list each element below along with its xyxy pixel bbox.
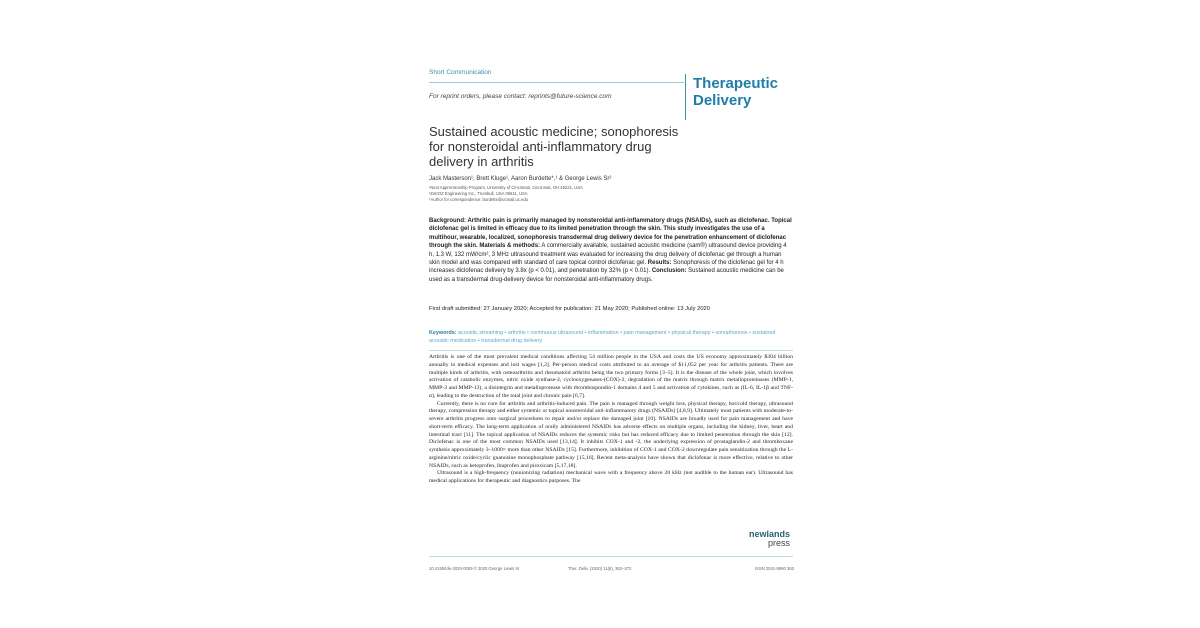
keywords-rule (429, 350, 793, 351)
abstract-results: Sonophoresis of the diclofenac gel for 4 h increases diclofenac delivery by 3.8x (p < 0.01), and penetration by 32% (p < 0.01). (429, 260, 784, 275)
body-paragraph-2: Currently, there is no cure for arthritis and arthritis-induced pain. The pain is managed through weight loss, physical therapy, hot/cold therapy, ultrasound therapy, compression therapy and either systemic or topical nonsteroidal anti-inflammatory drugs (NSAIDs) [4,8,9]. Ultimately most patients with moderate-to-severe arthritis progress onto surgical procedures to repair and/or replace the damaged joint [10]. NSAIDs are broadly used for pain management and have short-term efficacy. The long-term application of orally administered NSAIDs has adverse effects on multiple organs, including the kidney, liver, heart and intestinal tract [11]. The topical application of NSAIDs reduces the systemic risks but has reduced efficacy due to limited penetration through the skin [12]. Diclofenac is one of the most common NSAIDs used [13,14]. It inhibits COX-1 and -2, the underlying expression of prostaglandin-2 and thromboxane synthesis approximately 3–1000× more than other NSAIDs [15]. Furthermore, inhibition of COX-1 and COX-2 downregulate pain sensitization through the L-arginine/nitric oxide/cyclic guanosine monophosphate pathway [15,16]. Recent meta-analysis have shown that diclofenac is more effective, relative to other NSAIDs, such as ketoprofen, ibuprofen and piroxicam [5,17,18]. (429, 400, 794, 469)
publication-dates: First draft submitted: 27 January 2020; Accepted for publication: 21 May 2020; Published online: 13 July 2020 (429, 306, 710, 312)
affiliation-1: ¹Next Apprenticeship Program, University of Cincinnati, Cincinnati, OH 45221, USA (429, 185, 583, 190)
section-label: Short Communication (429, 69, 492, 76)
body-text (429, 354, 793, 486)
footer-rule (429, 556, 793, 557)
footer-doi: 10.4155/tde-2020-0009 © 2020 George Lewis Sr (429, 566, 520, 571)
article-title: Sustained acoustic medicine; sonophoresis for nonsteroidal anti-inflammatory drug delivery in arthritis (429, 124, 679, 169)
publisher-logo-line1: newlands (748, 529, 790, 539)
journal-name-line1: Therapeutic (693, 75, 779, 92)
abstract-methods-label: Materials & methods: (479, 243, 541, 250)
body-paragraph-1: Arthritis is one of the most prevalent medical conditions affecting 54 million people in the USA and costs the US economy approximately $304 billion annually in medical expenses and lost wages [1,2]. Per-person medical costs attributed to an average of $11,052 per year for arthritis patients. There are multiple kinds of arthritis, with osteoarthritis and rheumatoid arthritis being the two primary forms [3–5]. It is the disease of the whole joint, which involves activation of catabolic enzymes, nitric oxide synthase-2, cyclooxygenases-(COX)-2, degradation of the matrix through matrix metalloproteinases (MMP-1, MMP-3 and MMP-13), a disintegrin and metalloprotease with thrombospondin-1 domains 4 and 5 and activation of cytokines, such as (IL-6, IL-1β and TNF-α), leading to the destruction of the total joint and chronic pain [6,7]. (429, 354, 793, 399)
author-list: Jack Masterson¹, Brett Kluge¹, Aaron Burdette*,¹ & George Lewis Sr² (429, 176, 612, 182)
affiliations (429, 185, 583, 203)
body-paragraph-3: Ultrasound is a high-frequency (nonionizing radiation) mechanical wave with a frequency above 20 kHz (not audible to the human ear). Ultrasound has medical applications for therapeutic and diagnostics purposes. The (429, 470, 793, 484)
publisher-logo-line2: press (767, 537, 790, 548)
keywords-label: Keywords: (429, 330, 457, 336)
correspondence: *Author for correspondence: burdette@ucmail.uc.edu (429, 197, 528, 202)
keywords-list: acoustic streaming • arthritis • continuous ultrasound • inflammation • pain management • physical therapy • sonophoresis • sustained acoustic medication • transdermal drug delivery (429, 330, 776, 344)
footer-issn-page: ISSN 2041-5990 363 (754, 566, 794, 571)
abstract-results-label: Results: (647, 260, 672, 267)
header-rule (429, 82, 684, 83)
abstract-conclusion: Sustained acoustic medicine can be used as a transdermal drug-delivery device for nonsteroidal anti-inflammatory drugs. (429, 268, 784, 283)
abstract-conclusion-label: Conclusion: (651, 268, 687, 275)
keywords (429, 329, 793, 345)
abstract-background-label: Background: (429, 218, 467, 224)
abstract-methods: A commercially available, sustained acoustic medicine (sam®) ultrasound device providing 4 h, 1.3 W, 132 mW/cm², 3 MHz ultrasound treatment was evaluated for increasing the drug delivery of diclofenac gel through a human skin model and was compared with standard of care topical control diclofenac gel. (429, 243, 787, 267)
footer-citation: Ther. Deliv. (2020) 11(6), 363–372 (568, 566, 632, 571)
abstract (429, 217, 793, 284)
journal-name (693, 75, 778, 109)
abstract-background: Arthritic pain is primarily managed by nonsteroidal anti-inflammatory drugs (NSAIDs), such as diclofenac. Topical diclofenac gel is limited in efficacy due to its limited penetration through the skin. This study investigates the use of a multihour, wearable, localized, sonophoresis transdermal drug delivery device for the penetration enhancement of diclofenac through the skin. (429, 218, 792, 250)
article-page (400, 60, 800, 580)
journal-name-line2: Delivery (693, 92, 752, 109)
reprint-notice: For reprint orders, please contact: reprints@future-science.com (429, 93, 612, 100)
publisher-logo (744, 530, 790, 547)
journal-rule (685, 74, 686, 120)
affiliation-2: ²ZetrOZ Engineering Inc., Trumbull, USA 06611, USA (429, 191, 528, 196)
